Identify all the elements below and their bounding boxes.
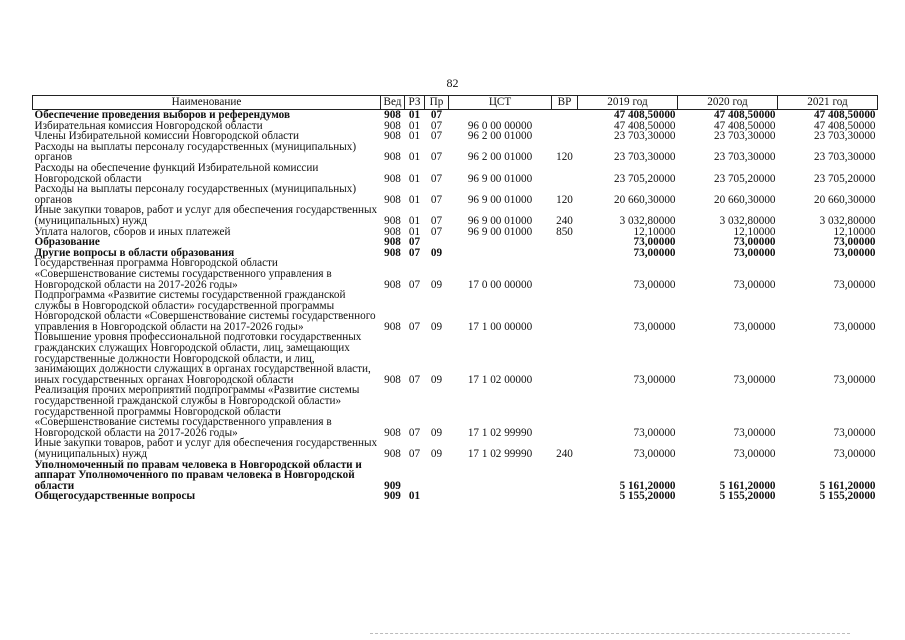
cell-cst: 17 1 02 99990 (467, 426, 533, 439)
table-row (33, 438, 878, 459)
cell-vr (552, 248, 578, 259)
cell-rz: 01 (408, 119, 421, 132)
cell-rz: 07 (408, 278, 421, 291)
table-row (33, 258, 878, 290)
cell-ved: 908 (384, 130, 401, 143)
cell-2019: 73,00000 (633, 448, 676, 460)
cell-2021: 73,00000 (833, 278, 876, 291)
cell-2020: 12,10000 (733, 225, 776, 238)
cell-ved: 908 (384, 373, 401, 386)
table-row (33, 491, 878, 502)
cell-ved: 909 (384, 479, 401, 492)
cell-name: Расходы на выплаты персоналу государственных (муниципальных) органов (34, 183, 357, 206)
cell-2019: 20 660,30000 (613, 193, 676, 206)
cell-vr: 850 (556, 225, 573, 238)
cell-2021: 73,00000 (833, 373, 876, 386)
cell-cst: 17 0 00 00000 (467, 278, 533, 291)
header-cst: ЦСТ (449, 96, 552, 110)
cell-name: Обеспечение проведения выборов и референдумов (34, 109, 291, 121)
cell-ved: 908 (384, 119, 401, 132)
cell-2019: 23 705,20000 (613, 172, 676, 185)
cell-name: Члены Избирательной комиссии Новгородской области (34, 130, 300, 143)
cell-2020: 73,00000 (733, 448, 776, 460)
cell-2020: 47 408,50000 (713, 119, 776, 132)
cell-2019: 73,00000 (633, 278, 676, 291)
cell-2020: 5 155,20000 (719, 490, 776, 503)
cell-2021: 12,10000 (833, 225, 876, 238)
cell-vr (552, 332, 578, 385)
cell-2019: 23 703,30000 (613, 151, 676, 164)
cell-2021: 23 703,30000 (813, 151, 876, 164)
cell-rz: 01 (408, 109, 421, 121)
cell-name: Другие вопросы в области образования (34, 246, 235, 259)
cell-rz: 01 (408, 130, 421, 143)
cell-cst (449, 110, 552, 121)
table-row (33, 184, 878, 205)
cell-2021: 47 408,50000 (813, 119, 876, 132)
cell-vr: 240 (556, 448, 573, 460)
cell-ved: 908 (384, 236, 401, 249)
table-row (33, 332, 878, 385)
cell-vr (552, 163, 578, 184)
cell-vr (552, 385, 578, 438)
cell-rz: 07 (408, 373, 421, 386)
cell-ved: 908 (384, 151, 401, 164)
cell-name: Реализация прочих мероприятий подпрограммы «Развитие системы государственной гражданской службы в Новгородской области» государственной программы Новгородской области «Совершенствование системы государственного управления в Новгородской области на 2017-2026 годы» (34, 384, 360, 439)
cell-2019: 73,00000 (633, 426, 676, 439)
header-ved: Вед (381, 96, 405, 110)
cell-2019: 47 408,50000 (613, 119, 676, 132)
cell-2021: 73,00000 (833, 246, 876, 259)
cell-2021: 73,00000 (833, 426, 876, 439)
cell-vr: 120 (556, 193, 573, 206)
cell-2020: 23 703,30000 (713, 130, 776, 143)
cell-2019: 47 408,50000 (613, 109, 676, 121)
cell-name: Уплата налогов, сборов и иных платежей (34, 225, 231, 238)
cell-2019: 73,00000 (633, 320, 676, 333)
table-header-row (33, 96, 878, 110)
cell-rz: 07 (408, 426, 421, 439)
cell-pr: 07 (430, 193, 443, 206)
cell-name: Иные закупки товаров, работ и услуг для обеспечения государственных (муниципальных) нужд (34, 437, 378, 460)
cell-2021: 3 032,80000 (819, 214, 876, 227)
table-row (33, 290, 878, 332)
header-2020: 2020 год (678, 96, 778, 110)
cell-2020: 23 703,30000 (713, 151, 776, 164)
cell-2021: 73,00000 (833, 236, 876, 249)
table-body (33, 110, 878, 502)
cell-pr: 07 (430, 151, 443, 164)
cell-ved: 908 (384, 214, 401, 227)
cell-cst: 96 9 00 01000 (467, 225, 533, 238)
cell-2020: 20 660,30000 (713, 193, 776, 206)
header-pr: Пр (425, 96, 449, 110)
cell-name: Расходы на выплаты персоналу государственных (муниципальных) органов (34, 140, 357, 164)
cell-pr: 07 (430, 225, 443, 238)
cell-2020: 73,00000 (733, 426, 776, 439)
table-row (33, 460, 878, 492)
cell-vr (552, 131, 578, 142)
cell-cst: 17 1 02 00000 (467, 373, 533, 386)
cell-name: Расходы на обеспечение функций Избирательной комиссии Новгородской области (34, 161, 319, 185)
cell-name: Иные закупки товаров, работ и услуг для обеспечения государственных (муниципальных) нужд (34, 204, 378, 227)
cell-name: Избирательная комиссия Новгородской области (34, 119, 263, 132)
cell-rz: 01 (408, 490, 421, 503)
cell-2021: 23 703,30000 (813, 130, 876, 143)
cell-name: Образование (34, 236, 100, 249)
cell-cst (449, 460, 552, 492)
cell-rz (405, 460, 425, 492)
cell-pr: 09 (430, 426, 443, 439)
cell-2020: 73,00000 (733, 236, 776, 249)
header-name: Наименование (33, 96, 381, 110)
cell-2019: 5 155,20000 (619, 490, 676, 503)
cell-2021: 5 155,20000 (819, 490, 876, 503)
cell-2020: 5 161,20000 (719, 479, 776, 492)
cell-cst: 17 1 00 00000 (467, 320, 533, 333)
cell-vr (552, 237, 578, 248)
cell-cst: 96 2 00 01000 (467, 151, 533, 164)
cell-ved: 908 (384, 426, 401, 439)
cell-vr (552, 258, 578, 290)
cell-name: Уполномоченный по правам человека в Новгородской области и аппарат Уполномоченного по правам человека в Новгородской области (34, 458, 362, 492)
cell-rz: 01 (408, 193, 421, 206)
cell-2020: 23 705,20000 (713, 172, 776, 185)
cell-pr (425, 491, 449, 502)
cell-ved: 908 (384, 278, 401, 291)
cell-vr (552, 460, 578, 492)
table-row (33, 110, 878, 121)
cell-2020: 73,00000 (733, 373, 776, 386)
cell-pr: 07 (430, 214, 443, 227)
cell-pr: 09 (430, 373, 443, 386)
cell-pr (425, 460, 449, 492)
cell-vr: 240 (556, 214, 573, 227)
cell-vr (552, 290, 578, 332)
cell-rz: 01 (408, 214, 421, 227)
cell-2019: 3 032,80000 (619, 214, 676, 227)
cell-vr (552, 491, 578, 502)
cell-2021: 73,00000 (833, 448, 876, 460)
cell-cst (449, 237, 552, 248)
cell-2021: 73,00000 (833, 320, 876, 333)
cell-2020: 3 032,80000 (719, 214, 776, 227)
cell-cst (449, 491, 552, 502)
cell-vr (552, 110, 578, 121)
cell-rz: 07 (408, 236, 421, 249)
cell-ved: 908 (384, 246, 401, 259)
cell-name: Государственная программа Новгородской области «Совершенствование системы государственного управления в Новгородской области на 2017-2026 годы» (34, 257, 332, 291)
page-number: 82 (446, 76, 459, 90)
cell-2019: 5 161,20000 (619, 479, 676, 492)
cell-2021: 5 161,20000 (819, 479, 876, 492)
cell-pr: 07 (430, 109, 443, 121)
cell-2021: 47 408,50000 (813, 109, 876, 121)
cell-vr: 120 (556, 151, 573, 164)
cell-cst (449, 248, 552, 259)
scan-artifact (370, 633, 850, 635)
cell-name: Общегосударственные вопросы (34, 490, 196, 503)
cell-cst: 17 1 02 99990 (467, 448, 533, 460)
cell-2020: 73,00000 (733, 278, 776, 291)
header-2019: 2019 год (578, 96, 678, 110)
cell-ved: 908 (384, 193, 401, 206)
cell-rz: 01 (408, 225, 421, 238)
cell-2019: 23 703,30000 (613, 130, 676, 143)
table-row (33, 205, 878, 226)
cell-rz: 07 (408, 448, 421, 460)
cell-2020: 73,00000 (733, 246, 776, 259)
cell-cst: 96 0 00 00000 (467, 119, 533, 132)
cell-ved: 908 (384, 109, 401, 121)
cell-2019: 73,00000 (633, 373, 676, 386)
cell-2020: 73,00000 (733, 320, 776, 333)
cell-name: Повышение уровня профессиональной подготовки государственных гражданских служащих Новгородской области, лиц, замещающих государственные должности Новгородской области, и лиц, занимающих должности служащих в органах государственной власти, иных государственных органах Новгородской области (34, 331, 371, 386)
cell-ved: 908 (384, 172, 401, 185)
cell-2021: 23 705,20000 (813, 172, 876, 185)
cell-rz: 01 (408, 172, 421, 185)
header-vr: ВР (552, 96, 578, 110)
cell-ved: 908 (384, 448, 401, 460)
cell-pr: 07 (430, 172, 443, 185)
cell-pr: 09 (430, 278, 443, 291)
cell-2021: 20 660,30000 (813, 193, 876, 206)
cell-vr (552, 121, 578, 132)
cell-cst: 96 2 00 01000 (467, 130, 533, 143)
cell-cst: 96 9 00 01000 (467, 214, 533, 227)
cell-name: Подпрограмма «Развитие системы государственной гражданской службы в Новгородской области» государственной программы Новгородской области «Совершенствование системы государственного управления в Новгородской области на 2017-2026 годы» (34, 289, 376, 333)
cell-2020: 47 408,50000 (713, 109, 776, 121)
cell-pr: 09 (430, 320, 443, 333)
budget-table (32, 95, 878, 502)
table-row (33, 163, 878, 184)
table-row (33, 142, 878, 163)
cell-cst: 96 9 00 01000 (467, 193, 533, 206)
cell-2019: 12,10000 (633, 225, 676, 238)
cell-2019: 73,00000 (633, 236, 676, 249)
cell-cst: 96 9 00 01000 (467, 172, 533, 185)
cell-pr: 07 (430, 130, 443, 143)
cell-ved: 909 (384, 490, 401, 503)
cell-rz: 07 (408, 320, 421, 333)
table-row (33, 385, 878, 438)
cell-rz: 01 (408, 151, 421, 164)
cell-pr: 07 (430, 119, 443, 132)
cell-pr: 09 (430, 448, 443, 460)
cell-rz: 07 (408, 246, 421, 259)
header-2021: 2021 год (778, 96, 878, 110)
cell-ved: 908 (384, 320, 401, 333)
cell-ved: 908 (384, 225, 401, 238)
cell-2019: 73,00000 (633, 246, 676, 259)
header-rz: РЗ (405, 96, 425, 110)
cell-pr: 09 (430, 246, 443, 259)
